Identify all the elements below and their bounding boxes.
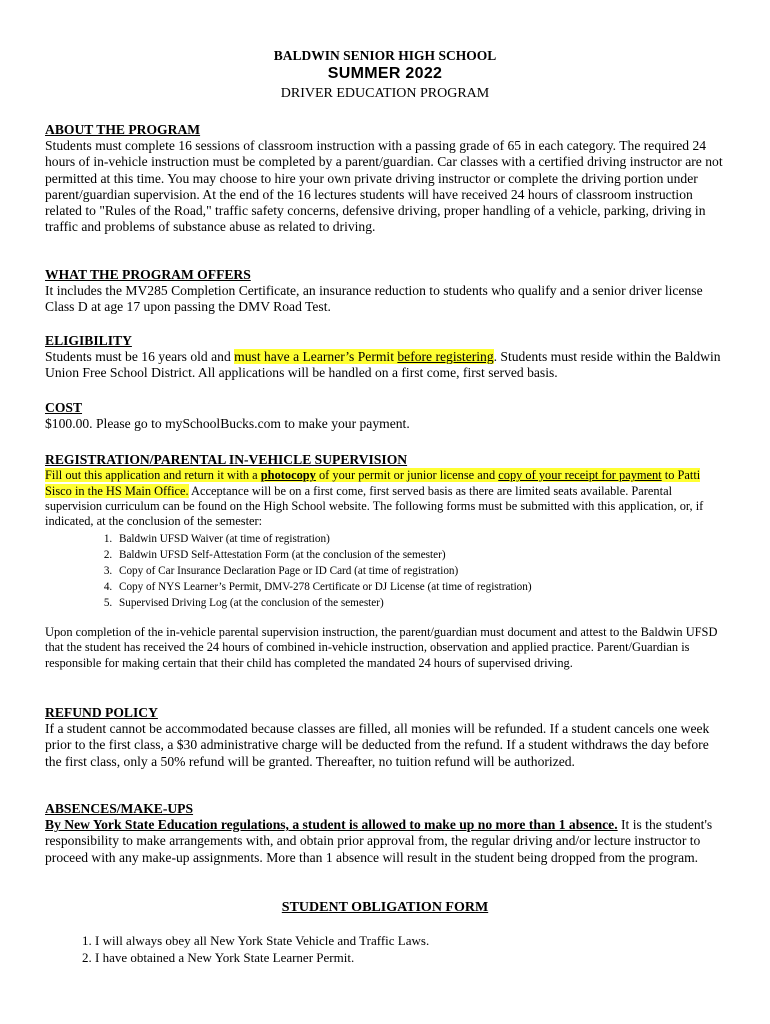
absences-heading: ABSENCES/MAKE-UPS <box>45 801 194 816</box>
school-name: BALDWIN SENIOR HIGH SCHOOL <box>273 48 497 63</box>
offers-body: It includes the MV285 Completion Certificate, an insurance reduction to students who qualify and a senior driver license Class D at age 17 upon passing the DMV Road Test. <box>45 283 703 315</box>
list-item: 4. Copy of NYS Learner’s Permit, DMV-278 Certificate or DJ License (at time of registration) <box>115 579 725 595</box>
refund-body: If a student cannot be accommodated because classes are filled, all monies will be refunded. If a student cancels one week prior to the first class, a $30 administrative charge will be deducted from the refund. If a student withdraws the day before the first class, only a 50% refund will be granted. Thereafter, no tuition refund will be authorized. <box>45 721 710 769</box>
about-body: Students must complete 16 sessions of classroom instruction with a passing grade of 65 in each category. The required 24 hours of in-vehicle instruction must be completed by a parent/guardian. Car classes with a certified driving instructor are not permitted at this time. You may choose to hire your own private driving instructor or complete the driving portion under parent/guardian supervision. At the end of the 16 lectures students will have received 24 hours of classroom instruction related to "Rules of the Road," traffic safety concerns, defensive driving, proper handling of a vehicle, parking, driving in traffic and problems of substance abuse as related to driving. <box>45 138 723 235</box>
registration-highlight-e: to Patti Sisco in the HS Main Office. <box>45 468 701 498</box>
eligibility-text-2: . Students must reside within the Baldwin Union Free School District. All applications will be handled on a first come, first served basis. <box>45 349 721 381</box>
eligibility-section <box>45 333 725 382</box>
list-item: 3. Copy of Car Insurance Declaration Page or ID Card (at time of registration) <box>115 563 725 579</box>
offers-heading: WHAT THE PROGRAM OFFERS <box>45 267 251 282</box>
registration-highlight-c: of your permit or junior license and <box>315 468 499 483</box>
absences-regulation: By New York State Education regulations, a student is allowed to make up no more than 1 absence. <box>45 817 618 833</box>
eligibility-before-registering: before registering <box>397 349 494 365</box>
completion-paragraph: Upon completion of the in-vehicle parental supervision instruction, the parent/guardian must document and attest to the Baldwin UFSD that the student has received the 24 hours of combined in-vehicle instruction, observation and applied practice. Parent/Guardian is responsible for making certain that their child has completed the mandated 24 hours of supervised driving. <box>45 625 718 670</box>
list-item: 2. Baldwin UFSD Self-Attestation Form (at the conclusion of the semester) <box>115 547 725 563</box>
registration-receipt-copy: copy of your receipt for payment <box>498 468 662 483</box>
registration-text: Acceptance will be on a first come, first served basis as there are limited seats available. Parental supervision curriculum can be found on the High School website. The following forms must be submitted with this application, or, if indicated, at the conclusion of the semester: <box>45 483 704 529</box>
absences-section <box>45 801 725 866</box>
registration-heading: REGISTRATION/PARENTAL IN-VEHICLE SUPERVISION <box>45 452 408 467</box>
obligation-list <box>45 932 770 966</box>
eligibility-permit-highlight: must have a Learner’s Permit <box>234 349 398 365</box>
list-item: 2. I have obtained a New York State Learner Permit. <box>95 949 770 966</box>
cost-heading: COST <box>45 400 83 415</box>
refund-section <box>45 705 725 770</box>
cost-section <box>45 400 725 432</box>
about-heading: ABOUT THE PROGRAM <box>45 122 201 137</box>
obligation-title: STUDENT OBLIGATION FORM <box>281 900 489 915</box>
about-section <box>45 122 725 235</box>
program-title: DRIVER EDUCATION PROGRAM <box>280 86 490 101</box>
list-item: 1. I will always obey all New York State Vehicle and Traffic Laws. <box>95 932 770 949</box>
registration-paragraph <box>45 468 725 530</box>
offers-section <box>45 267 725 316</box>
refund-heading: REFUND POLICY <box>45 705 158 720</box>
required-forms-list <box>45 531 725 611</box>
list-item: 5. Supervised Driving Log (at the conclusion of the semester) <box>115 595 725 611</box>
list-item: 1. Baldwin UFSD Waiver (at time of registration) <box>115 531 725 547</box>
cost-body: $100.00. Please go to mySchoolBucks.com to make your payment. <box>45 416 410 432</box>
eligibility-text-1: Students must be 16 years old and <box>45 349 235 365</box>
term-title: SUMMER 2022 <box>327 65 443 82</box>
eligibility-heading: ELIGIBILITY <box>45 333 132 348</box>
absences-body: It is the student's responsibility to make arrangements with, and obtain prior approval from, the regular driving and/or lecture instructor to proceed with any make-up assignments. More than 1 absence will result in the student being dropped from the program. <box>45 817 713 865</box>
registration-photocopy: photocopy <box>260 468 316 483</box>
registration-highlight-a: Fill out this application and return it with a <box>45 468 261 483</box>
registration-section <box>45 452 725 611</box>
